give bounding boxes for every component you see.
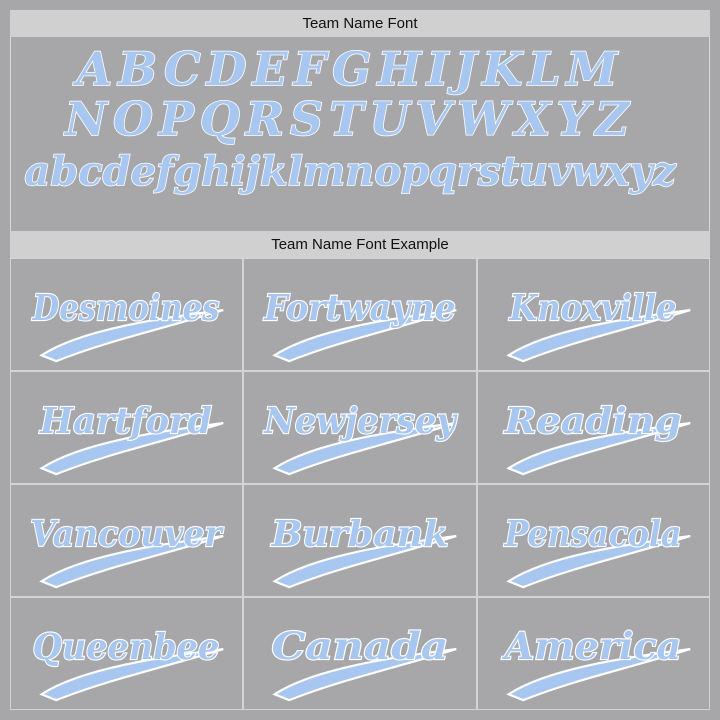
example-word: Canada — [271, 623, 449, 668]
example-cell — [243, 371, 477, 484]
example-cell — [10, 484, 243, 597]
uppercase-n-to-z: NOPQRSTUVWXYZ — [64, 92, 636, 146]
example-cell — [477, 258, 710, 371]
example-cell — [10, 258, 243, 371]
example-word: Pensacola — [503, 513, 682, 555]
example-cell — [477, 484, 710, 597]
lowercase-alphabet: abcdefghijklmnopqrstuvwxyz — [24, 148, 676, 195]
example-word: Desmoines — [31, 287, 220, 329]
example-cell — [477, 371, 710, 484]
uppercase-a-to-m: ABCDEFGHIJKLM — [76, 42, 624, 96]
example-cell — [10, 597, 243, 710]
example-grid — [10, 258, 710, 710]
example-word: Newjersey — [263, 400, 459, 442]
example-word: Hartford — [39, 400, 212, 442]
example-cell — [243, 597, 477, 710]
example-word: Fortwayne — [263, 287, 456, 329]
example-word: Queenbee — [32, 626, 220, 668]
example-word: Knoxville — [508, 287, 677, 329]
example-word: America — [501, 623, 682, 668]
example-cell — [10, 371, 243, 484]
example-cell — [243, 258, 477, 371]
team-name-font-example-header: Team Name Font Example — [10, 231, 710, 258]
example-cell — [477, 597, 710, 710]
team-name-font-header: Team Name Font — [10, 10, 710, 37]
example-word: Burbank — [270, 513, 449, 555]
example-word: Reading — [503, 400, 682, 442]
example-cell — [243, 484, 477, 597]
example-word: Vancouver — [30, 513, 224, 555]
